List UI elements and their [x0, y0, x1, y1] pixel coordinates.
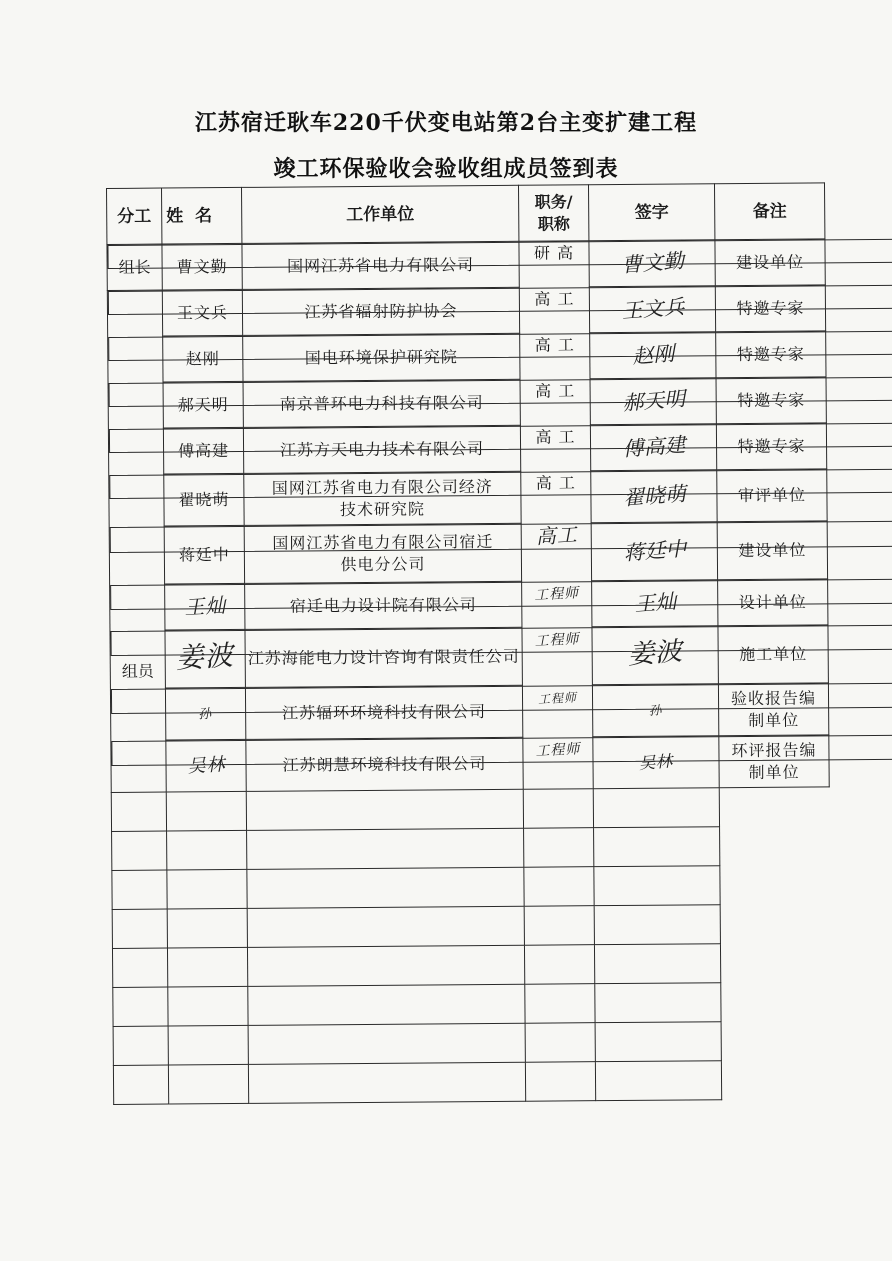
empty-cell [595, 983, 721, 1023]
empty-cell [248, 1023, 525, 1064]
member-note: 审评单位 [717, 469, 827, 522]
member-note: 特邀专家 [715, 285, 825, 332]
empty-cell [595, 1022, 721, 1062]
empty-cell [524, 828, 594, 868]
member-note: 建设单位 [715, 239, 825, 286]
table-row [110, 625, 828, 689]
member-title: 高 工 [109, 467, 892, 498]
member-note: 特邀专家 [716, 423, 826, 470]
handwritten-signature: 王文兵 [620, 293, 685, 323]
table-header-row [107, 183, 825, 245]
empty-table-row [112, 943, 830, 988]
member-note: 验收报告编制单位 [718, 683, 828, 736]
table-row [108, 331, 826, 383]
member-unit: 江苏辐环环境科技有限公司 [245, 685, 522, 739]
empty-cell [112, 909, 167, 948]
handwritten-signature: 傅高建 [621, 431, 686, 461]
empty-cell [594, 944, 720, 984]
empty-table-row [112, 826, 830, 871]
member-note: 施工单位 [718, 625, 828, 684]
member-title: 研 高 [107, 238, 892, 269]
empty-cell [524, 906, 594, 946]
member-note: 特邀专家 [716, 331, 826, 378]
empty-cell [167, 947, 247, 987]
table-row [108, 377, 826, 429]
empty-table-row [113, 1021, 831, 1066]
empty-cell [247, 867, 524, 908]
handwritten-signature: 郝天明 [620, 385, 686, 415]
handwritten-signature: 蒋廷中 [622, 535, 687, 565]
empty-cell [524, 867, 594, 907]
member-unit: 江苏方天电力技术有限公司 [243, 425, 520, 473]
header-signature: 签字 [588, 184, 714, 241]
document-subtitle: 竣工环保验收会验收组成员签到表 [273, 156, 619, 182]
member-title: 高 工 [108, 375, 892, 406]
empty-cell [594, 905, 720, 945]
member-name: 翟晓萌 [164, 473, 244, 526]
member-unit: 国网江苏省电力有限公司经济技术研究院 [244, 471, 521, 525]
member-title: 高工 [109, 519, 892, 552]
table-row [107, 285, 825, 337]
member-unit: 宿迁电力设计院有限公司 [245, 581, 522, 629]
empty-cell [248, 984, 525, 1025]
empty-cell [168, 986, 248, 1026]
header-unit: 工作单位 [241, 185, 518, 243]
empty-cell [247, 828, 524, 869]
empty-cell [525, 1023, 595, 1063]
empty-cell [247, 906, 524, 947]
member-note: 特邀专家 [716, 377, 826, 424]
role-member: 组员 [107, 290, 166, 792]
empty-cell [595, 1061, 721, 1101]
member-note: 建设单位 [717, 521, 827, 580]
member-unit: 国电环境保护研究院 [243, 333, 520, 381]
member-title: 工程师 [111, 733, 892, 765]
empty-cell [111, 792, 166, 831]
member-unit: 江苏海能电力设计咨询有限责任公司 [245, 627, 522, 687]
member-name: 姜波 [165, 629, 245, 688]
empty-cell [113, 1026, 168, 1065]
member-title: 高 工 [107, 283, 892, 314]
empty-cell [246, 789, 523, 830]
member-unit: 江苏省辐射防护协会 [242, 287, 519, 335]
handwritten-signature: 赵刚 [630, 340, 675, 368]
member-title: 高 工 [108, 421, 892, 452]
member-title: 工程师 [110, 623, 892, 655]
member-name: 王文兵 [162, 289, 242, 336]
empty-cell [168, 1025, 248, 1065]
table-row [109, 469, 827, 527]
empty-cell [168, 1064, 248, 1104]
empty-table-row [112, 904, 830, 949]
table-row [110, 683, 828, 741]
member-unit: 国网江苏省电力有限公司 [242, 241, 519, 289]
empty-cell [113, 987, 168, 1026]
member-name: 孙 [165, 687, 245, 740]
member-name: 王灿 [165, 583, 245, 630]
empty-cell [167, 908, 247, 948]
header-title: 职务/职称 [518, 185, 588, 242]
header-note: 备注 [714, 183, 824, 240]
member-note: 设计单位 [718, 579, 828, 626]
header-name: 姓 名 [162, 187, 242, 244]
member-name: 吴林 [166, 739, 246, 792]
empty-cell [594, 827, 720, 867]
document-title: 江苏宿迁耿车220千伏变电站第2台主变扩建工程 [194, 110, 698, 136]
empty-cell [593, 788, 719, 828]
empty-table-row [111, 787, 829, 832]
member-unit: 江苏朗慧环境科技有限公司 [246, 737, 523, 791]
member-name: 郝天明 [163, 381, 243, 428]
member-unit: 南京普环电力科技有限公司 [243, 379, 520, 427]
empty-cell [167, 830, 247, 870]
member-note: 环评报告编制单位 [719, 735, 829, 788]
empty-cell [112, 870, 167, 909]
table-row [107, 239, 825, 291]
handwritten-signature: 王灿 [632, 588, 677, 616]
member-name: 蒋廷中 [164, 525, 244, 584]
member-title: 工程师 [110, 681, 892, 713]
empty-cell [524, 945, 594, 985]
table-row [111, 735, 829, 793]
empty-table-row [113, 982, 831, 1027]
member-name: 赵刚 [163, 335, 243, 382]
member-name: 傅高建 [163, 427, 243, 474]
handwritten-signature: 曹文勤 [619, 247, 685, 277]
empty-cell [525, 984, 595, 1024]
handwritten-signature: 翟晓萌 [621, 480, 687, 510]
sign-in-table [106, 182, 832, 1105]
empty-cell [523, 789, 593, 829]
member-name: 曹文勤 [162, 243, 242, 290]
table-row [108, 423, 826, 475]
handwritten-signature: 姜波 [626, 636, 684, 671]
handwritten-signature: 吴林 [638, 750, 674, 773]
empty-cell [166, 791, 246, 831]
member-title: 高 工 [108, 329, 892, 360]
header-role: 分工 [107, 188, 162, 244]
empty-table-row [112, 865, 830, 910]
member-unit: 国网江苏省电力有限公司宿迁供电分公司 [244, 523, 521, 583]
empty-cell [247, 945, 524, 986]
empty-cell [113, 1065, 168, 1104]
empty-cell [112, 948, 167, 987]
empty-cell [525, 1062, 595, 1102]
empty-cell [112, 831, 167, 870]
empty-cell [248, 1062, 525, 1103]
empty-table-row [113, 1060, 831, 1105]
handwritten-signature: 孙 [648, 703, 663, 719]
empty-cell [594, 866, 720, 906]
table-row [109, 521, 827, 585]
role-leader: 组长 [107, 244, 162, 290]
empty-cell [167, 869, 247, 909]
table-row [110, 579, 828, 631]
member-title: 工程师 [110, 577, 892, 609]
